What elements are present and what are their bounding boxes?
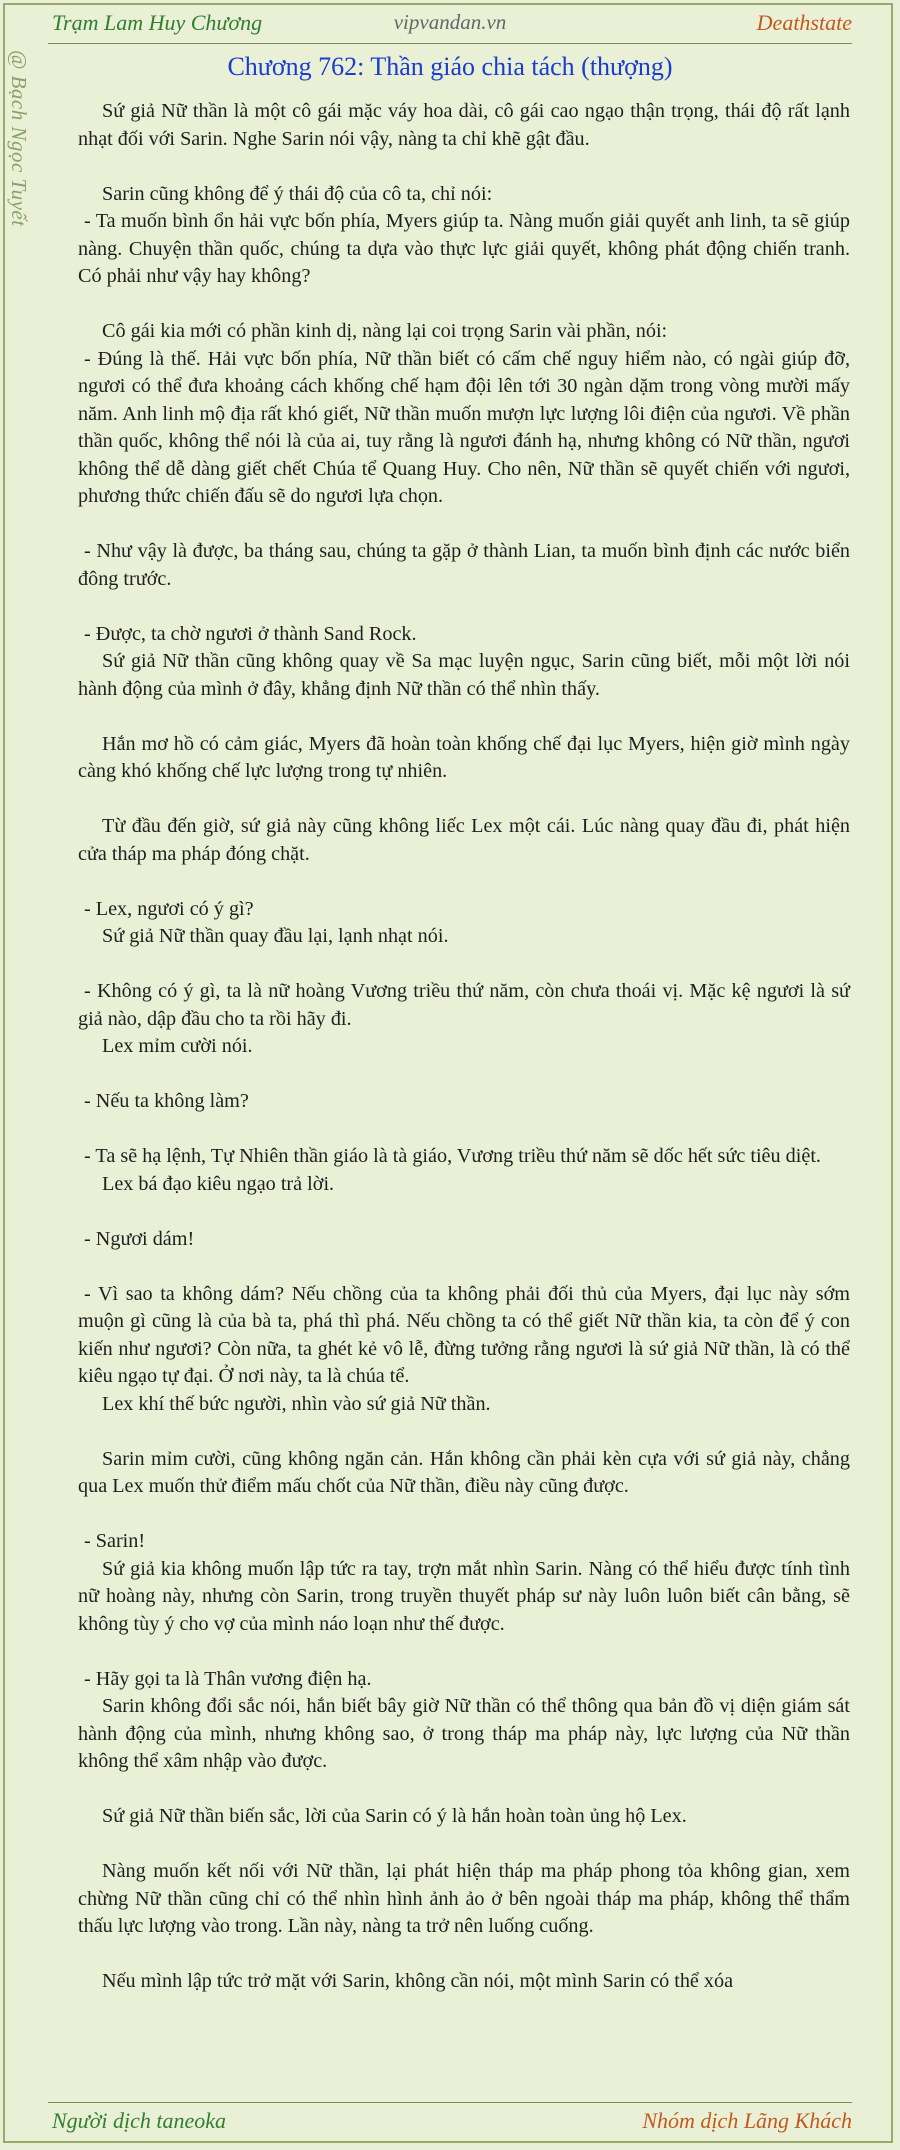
paragraph: Lex bá đạo kiêu ngạo trả lời. (102, 1172, 335, 1195)
paragraph: Sarin không đổi sắc nói, hắn biết bây giờ Nữ thần có thể thông qua bản đồ vị diện giám sát hành động của mình, nhưng không sao, ở trong tháp ma pháp này, lực lượng của Nữ thần không thể xâm nhập vào được. (78, 1695, 850, 1772)
dialogue-line: - Ngươi dám! (84, 1227, 195, 1250)
translator-credit: Người dịch taneoka (52, 2108, 227, 2133)
dialogue-line: - Được, ta chờ ngươi ở thành Sand Rock. (84, 622, 417, 645)
paragraph: Lex khí thế bức người, nhìn vào sứ giả Nữ thần. (102, 1392, 491, 1415)
dialogue-line: - Vì sao ta không dám? Nếu chồng của ta không phải đối thủ của Myers, đại lục này sớm muộn gì cũng là của bà ta, phá thì phá. Nếu chồng ta có thể giết Nữ thần kia, ta còn để ý con kiến như ngươi? Còn nữa, ta ghét kẻ vô lễ, đừng tưởng rằng ngươi là sứ giả Nữ thần, là có thể kiêu ngạo tự đại. Ở nơi này, ta là chúa tể. (78, 1282, 850, 1387)
dialogue-line: - Hãy gọi ta là Thân vương điện hạ. (84, 1667, 372, 1690)
paragraph: Sarin cũng không để ý thái độ của cô ta, chỉ nói: (102, 182, 493, 205)
paragraph: Sarin mỉm cười, cũng không ngăn cản. Hắn không cần phải kèn cựa với sứ giả này, chẳng qua Lex muốn thử điểm mấu chốt của Nữ thần, điều này cũng được. (78, 1447, 850, 1497)
dialogue-line: - Nếu ta không làm? (84, 1090, 249, 1112)
paragraph: Sứ giả Nữ thần biến sắc, lời của Sarin có ý là hắn hoàn toàn ủng hộ Lex. (102, 1805, 687, 1827)
paragraph: Sứ giả Nữ thần là một cô gái mặc váy hoa dài, cô gái cao ngạo thận trọng, thái độ rất lạnh nhạt đối với Sarin. Nghe Sarin nói vậy, nàng ta chỉ khẽ gật đầu. (78, 100, 850, 150)
paragraph: Sứ giả Nữ thần cũng không quay về Sa mạc luyện ngục, Sarin cũng biết, mỗi một lời nói hành động của mình ở đây, khẳng định Nữ thần có thể nhìn thấy. (78, 650, 850, 700)
page-header (0, 0, 900, 46)
header-divider (48, 43, 852, 44)
site-name: Trạm Lam Huy Chương (52, 10, 263, 35)
dialogue-line: - Lex, ngươi có ý gì? (84, 897, 254, 920)
dialogue-line: - Như vậy là được, ba tháng sau, chúng ta gặp ở thành Lian, ta muốn bình định các nước biển đông trước. (78, 540, 850, 590)
paragraph: Nếu mình lập tức trở mặt với Sarin, không cần nói, một mình Sarin có thể xóa (102, 1970, 734, 1992)
dialogue-line: - Ta muốn bình ổn hải vực bốn phía, Myers giúp ta. Nàng muốn giải quyết anh linh, ta sẽ giúp nàng. Chuyện thần quốc, chúng ta dựa vào thực lực giải quyết, không phát động chiến tranh. Có phải như vậy hay không? (78, 210, 850, 287)
chapter-body (78, 98, 850, 1996)
paragraph: Nàng muốn kết nối với Nữ thần, lại phát hiện tháp ma pháp phong tỏa không gian, xem chừng Nữ thần cũng chỉ có thể nhìn hình ảnh ảo ở bên ngoài tháp ma pháp, không thể thẩm thấu lực lượng vào trong. Lần này, nàng ta trở nên luống cuống. (78, 1860, 850, 1937)
group-credit: Nhóm dịch Lãng Khách (642, 2108, 852, 2133)
book-title: Deathstate (756, 10, 852, 35)
paragraph: Sứ giả kia không muốn lập tức ra tay, trợn mắt nhìn Sarin. Nàng có thể hiểu được tính tình nữ hoàng này, nhưng còn Sarin, trong truyền thuyết pháp sư này luôn luôn biết cân bằng, sẽ không tùy ý cho vợ của mình náo loạn như thế được. (78, 1557, 850, 1635)
paragraph: Lex mỉm cười nói. (102, 1035, 253, 1057)
chapter-title: Chương 762: Thần giáo chia tách (thượng) (227, 52, 673, 81)
paragraph: Cô gái kia mới có phần kinh dị, nàng lại coi trọng Sarin vài phần, nói: (102, 320, 668, 342)
footer-divider (48, 2102, 852, 2103)
paragraph: Từ đầu đến giờ, sứ giả này cũng không liếc Lex một cái. Lúc nàng quay đầu đi, phát hiện cửa tháp ma pháp đóng chặt. (78, 815, 850, 865)
paragraph: Hắn mơ hồ có cảm giác, Myers đã hoàn toàn khống chế đại lục Myers, hiện giờ mình ngày càng khó khống chế lực lượng trong tự nhiên. (78, 732, 850, 782)
paragraph: Sứ giả Nữ thần quay đầu lại, lạnh nhạt nói. (102, 925, 449, 947)
dialogue-line: - Ta sẽ hạ lệnh, Tự Nhiên thần giáo là tà giáo, Vương triều thứ năm sẽ dốc hết sức tiêu diệt. (84, 1145, 821, 1167)
dialogue-line: - Đúng là thế. Hải vực bốn phía, Nữ thần biết có cấm chế nguy hiểm nào, có ngài giúp đỡ, ngươi có thể đưa khoảng cách khống chế hạm đội lên tới 30 ngàn dặm trong vòng mười mấy năm. Anh linh mộ địa rất khó giết, Nữ thần muốn mượn lực lượng lôi điện của ngươi. Về phần thần quốc, không thể nói là của ai, tuy rằng là ngươi đánh hạ, nhưng không có Nữ thần, ngươi không thể dễ dàng giết chết Chúa tể Quang Huy. Cho nên, Nữ thần sẽ quyết chiến với ngươi, phương thức chiến đấu sẽ do ngươi lựa chọn. (78, 347, 850, 507)
dialogue-line: - Sarin! (84, 1530, 146, 1552)
side-watermark: @ Bạch Ngọc Tuyết (7, 50, 31, 227)
dialogue-line: - Không có ý gì, ta là nữ hoàng Vương triều thứ năm, còn chưa thoái vị. Mặc kệ ngươi là sứ giả nào, dập đầu cho ta rồi hãy đi. (78, 980, 850, 1030)
site-url: vipvandan.vn (393, 10, 507, 34)
